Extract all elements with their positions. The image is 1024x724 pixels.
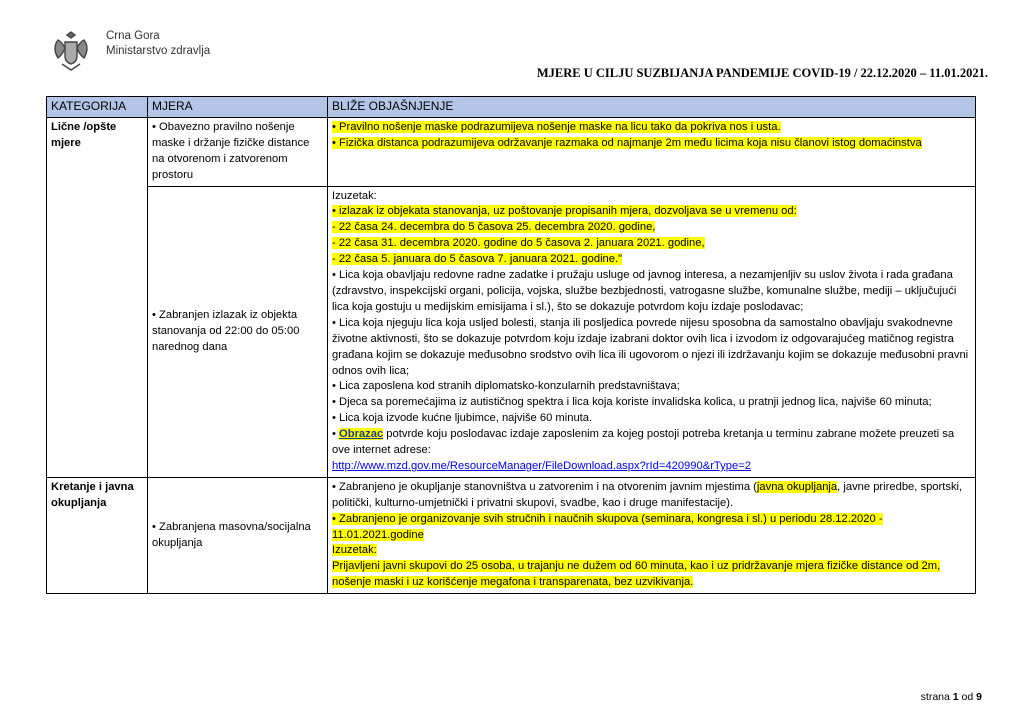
column-header-category: KATEGORIJA: [47, 97, 148, 118]
form-note-text: potvrde koju poslodavac izdaje zaposlenim za kojeg postoji potreba kretanja u terminu zabrane možete preuzeti sa ove internet adrese:: [332, 428, 955, 457]
category-cell: Kretanje i javna okupljanja: [47, 477, 148, 593]
current-page: 1: [952, 691, 959, 703]
exception-label: Izuzetak:: [332, 189, 377, 202]
document-title: MJERE U CILJU SUZBIJANJA PANDEMIJE COVID-19 / 22.12.2020 – 11.01.2021.: [536, 66, 988, 80]
total-pages: 9: [976, 691, 982, 703]
page-of-label: od: [961, 691, 974, 703]
table-row: [47, 477, 976, 593]
explanation-cell: [328, 186, 976, 477]
curfew-date: - 22 časa 31. decembra 2020. godine do 5 časova 2. januara 2021. godine,: [332, 237, 705, 250]
gathering-ban-text-rest: , javne priredbe, sportski, politički, kulturno-umjetnički i privatni skupovi, svadbe, kao i druge manifestacije).: [332, 480, 963, 509]
measures-table: [46, 96, 976, 594]
measure-cell: • Obavezno pravilno nošenje maske i držanje fizičke distance na otvorenom i zatvorenom prostoru: [148, 117, 328, 186]
table-row: [47, 186, 976, 477]
form-download-link[interactable]: http://www.mzd.gov.me/ResourceManager/FileDownload.aspx?rId=420990&rType=2: [332, 459, 751, 472]
explanation-text: • Pravilno nošenje maske podrazumijeva nošenje maske na licu tako da pokriva nos i usta.: [332, 120, 781, 133]
country-name: Crna Gora: [106, 30, 160, 42]
exception-label: Izuzetak:: [332, 544, 377, 557]
curfew-date: - 22 časa 5. januara do 5 časova 7. januara 2021. godine.": [332, 253, 623, 266]
explanation-cell: [328, 477, 976, 593]
exception-item: • Lica koja obavljaju redovne radne zadatke i pružaju usluge od javnog interesa, a nezamjenljiv su uslov života i rada građana (zdravstvo, inspekcijski organi, policija, vojska, službe bezbjednosti, vatrogasne službe, komunalne službe, mediji – uključujući lica koja gostuju u medijskim emisijama i sl.), što se dokazuje potvrdom koju izdaje poslodavac;: [332, 269, 957, 313]
page-number: [921, 691, 982, 703]
conference-ban: • Zabranjeno je organizovanje svih stručnih i naučnih skupova (seminara, kongresa i sl.) u periodu 28.12.2020 - 11.01.2021.godine: [332, 512, 883, 541]
curfew-exception: • izlazak iz objekata stanovanja, uz poštovanje propisanih mjera, dozvoljava se u vremenu od:: [332, 205, 797, 218]
explanation-cell: [328, 117, 976, 186]
column-header-explanation: BLIŽE OBJAŠNJENJE: [328, 97, 976, 118]
measure-cell: • Zabranjen izlazak iz objekta stanovanja od 22:00 do 05:00 narednog dana: [148, 186, 328, 477]
table-row: [47, 117, 976, 186]
bullet: •: [332, 428, 340, 441]
exception-item: • Djeca sa poremećajima iz autističnog spektra i lica koja koriste invalidska kolica, u pratnji jednog lica, najviše 60 minuta;: [332, 396, 932, 409]
category-cell: Lične /opšte mjere: [47, 117, 148, 477]
ministry-name: Ministarstvo zdravlja: [106, 45, 211, 57]
exception-item: • Lica koja izvode kućne ljubimce, najviše 60 minuta.: [332, 412, 593, 425]
exception-item: Prijavljeni javni skupovi do 25 osoba, u trajanju ne dužem od 60 minuta, kao i uz pridržavanje mjera fizičke distance od 2m, nošenje maski i uz korišćenje megafona i transparenata, bez uzvikivanja.: [332, 560, 941, 589]
form-link[interactable]: Obrazac: [339, 428, 384, 441]
document-header: [48, 26, 988, 81]
explanation-text: • Fizička distanca podrazumijeva održavanje razmaka od najmanje 2m među licima koja nisu članovi istog domaćinstva: [332, 136, 922, 149]
curfew-date: - 22 časa 24. decembra do 5 časova 25. decembra 2020. godine,: [332, 221, 656, 234]
table-header-row: [47, 97, 976, 118]
page-label: strana: [920, 691, 950, 703]
form-note: [332, 427, 971, 459]
organization-name: [106, 29, 210, 59]
column-header-measure: MJERA: [148, 97, 328, 118]
exception-item: • Lica koja njeguju lica koja usljed bolesti, stanja ili posljedica povrede nijesu sposobna da samostalno obavljaju svakodnevne životne aktivnosti, što se dokazuje potvrdom koju izdaje izabrani doktor ovih lica i izvodom iz odgovarajućeg matičnog registra građana kojim se dokazuje međusobno srodstvo ovih lica ili ugovorom o njezi ili izdržavanju kojim se dokazuje međusobni pravni odnos ovih lica;: [332, 316, 969, 377]
gathering-ban-highlight: javna okupljanja: [756, 480, 838, 493]
coat-of-arms-icon: [48, 26, 94, 74]
explanation-text: [332, 480, 971, 512]
measure-cell: • Zabranjena masovna/socijalna okupljanja: [148, 477, 328, 593]
exception-item: • Lica zaposlena kod stranih diplomatsko-konzularnih predstavništava;: [332, 380, 680, 393]
gathering-ban-text: • Zabranjeno je okupljanje stanovništva u zatvorenim i na otvorenim javnim mjestima (: [332, 480, 757, 493]
